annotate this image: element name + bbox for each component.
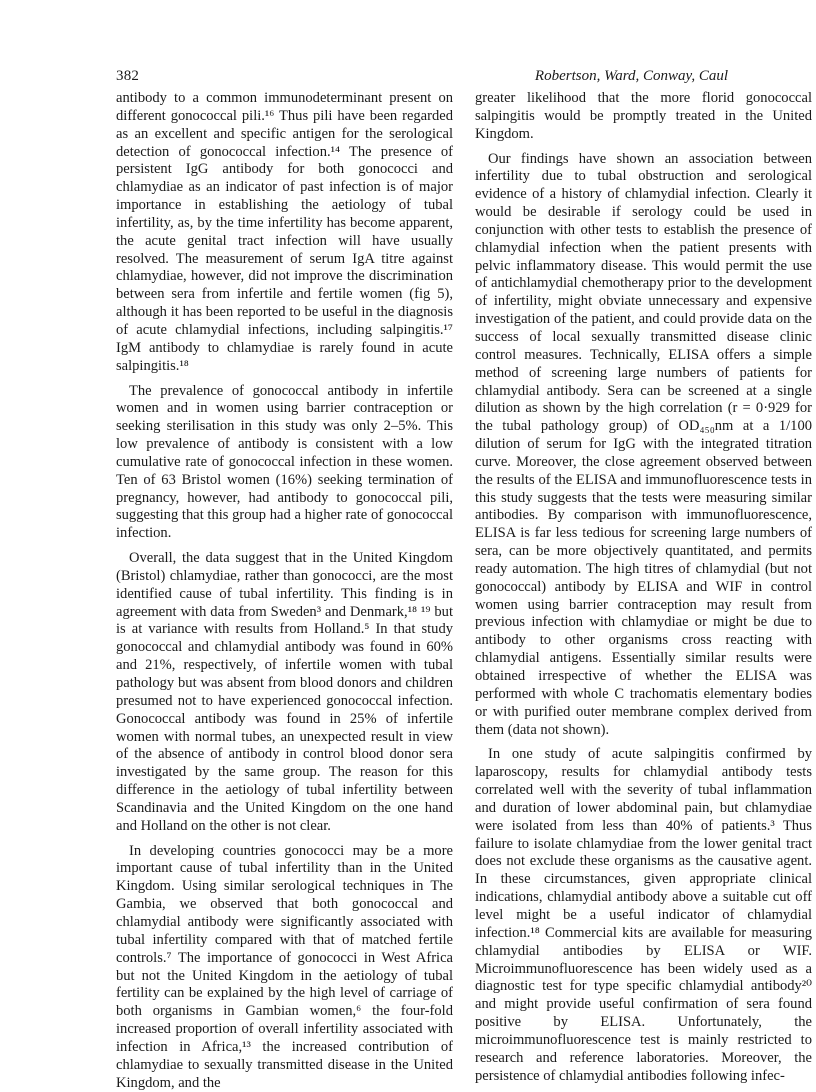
right-column (475, 90, 812, 1085)
page-number: 382 (116, 68, 140, 84)
paragraph: antibody to a common immunodeterminant present on different gonococcal pili.¹⁶ Thus pili have been regarded as an excellent and specific antigen for the serological detection of gonococcal infection.¹⁴ The presence of persistent IgG antibody for both gonococci and chlamydiae as an indicator of past infection is of major importance in establishing the aetiology of tubal infertility, as, by the time infertility has become apparent, the acute genital tract infection will have usually resolved. The measurement of serum IgA titre against chlamydiae, however, did not improve the discrimination between sera from infertile and fertile women (fig 5), although it has been reported to be useful in the diagnosis of acute chlamydial infections, including salpingitis.¹⁷ IgM antibody to chlamydiae is rarely found in acute salpingitis.¹⁸ (116, 90, 453, 374)
paragraph: In one study of acute salpingitis confirmed by laparoscopy, results for chlamydial antibody tests correlated well with the severity of tubal inflammation and duration of lower abdominal pain, but chlamydiae were isolated from less than 40% of patients.³ Thus failure to isolate chlamydiae from the lower genital tract does not exclude these organisms as the causative agent. In these circumstances, given appropriate clinical indications, chlamydial antibody above a suitable cut off level might be a useful indicator of chlamydial infection.¹⁸ Commercial kits are available for measuring chlamydial antibodies by ELISA or WIF. Microimmunofluorescence has been widely used as a diagnostic test for type specific chlamydial antibody²⁰ and might provide useful confirmation of sera found positive by ELISA. Unfortunately, the microimmunofluorescence test is mainly restricted to research and reference laboratories. Moreover, the persistence of chlamydial antibodies following infec- (475, 746, 812, 1084)
left-column (116, 90, 453, 1092)
running-head: Robertson, Ward, Conway, Caul (534, 68, 728, 84)
paragraph: greater likelihood that the more florid gonococcal salpingitis would be promptly treated in the United Kingdom. (475, 90, 812, 142)
paragraph: Overall, the data suggest that in the United Kingdom (Bristol) chlamydiae, rather than gonococci, are the most identified cause of tubal infertility. This finding is in agreement with data from Sweden³ and Denmark,¹⁸ ¹⁹ but is at variance with results from Holland.⁵ In that study gonococcal and chlamydial antibody was found in 60% and 21%, respectively, of infertile women with tubal pathology but was absent from blood donors and children presumed not to have experienced gonococcal infection. Gonococcal antibody was found in 25% of infertile women with normal tubes, an unexpected result in view of the absence of antibody in control blood donor sera investigated by the same group. The reason for this difference in the aetiology of tubal infertility between Scandinavia and the United Kingdom on the one hand and Holland on the other is not clear. (116, 550, 453, 834)
paragraph: Our findings have shown an association between infertility due to tubal obstruction and serological evidence of a history of chlamydial infection. Clearly it would be desirable if serology could be used in conjunction with other tests to establish the presence of chlamydial infection when the patient presents with pelvic inflammatory disease. This would permit the use of antichlamydial chemotherapy prior to the development of infertility, might obviate unnecessary and expensive investigation of the patient, and could provide data on the success of local sexually transmitted disease clinic control measures. Technically, ELISA offers a simple method of screening large numbers of patients for chlamydial antibody. Sera can be screened at a single dilution as shown by the high correlation (r = 0·929 for the tubal pathology group) of OD₄₅₀nm at a 1/100 dilution of serum for IgG with the integrated titration curve. Moreover, the close agreement observed between the results of the ELISA and immunofluorescence tests in this study suggests that the tests were measuring similar antibodies. By comparison with immunofluorescence, ELISA is far less tedious for screening large numbers of sera, can be more objectively quantitated, and permits ready automation. The high titres of chlamydial (but not gonococcal) antibody by ELISA and WIF in control women using barrier contraception may result from previous infection with chlamydiae or might be due to antibody to other organisms cross reacting with chlamydial antigens. Essentially similar results were obtained irrespective of whether the ELISA was performed with whole C trachomatis elementary bodies or with purified outer membrane complex derived from them (data not shown). (475, 150, 812, 738)
paragraph: The prevalence of gonococcal antibody in infertile women and in women using barrier contraception or seeking sterilisation in this study was only 2–5%. This low prevalence of antibody is consistent with a low cumulative rate of gonococcal infection in these women. Ten of 63 Bristol women (16%) seeking termination of pregnancy, however, had antibody to gonococcal pili, suggesting that this group had a higher rate of gonococcal infection. (116, 382, 453, 542)
paragraph: In developing countries gonococci may be a more important cause of tubal infertility than in the United Kingdom. Using similar serological techniques in The Gambia, we observed that both gonococcal and chlamydial antibody were significantly associated with tubal infertility compared with that of matched fertile controls.⁷ The importance of gonococci in West Africa but not the United Kingdom in the aetiology of tubal fertility can be explained by the high level of carriage of both organisms in Gambian women,⁶ the four-fold increased proportion of overall infertility associated with infection in Africa,¹³ the increased contribution of chlamydiae to sexually transmitted disease in the United Kingdom, and the (116, 842, 453, 1091)
